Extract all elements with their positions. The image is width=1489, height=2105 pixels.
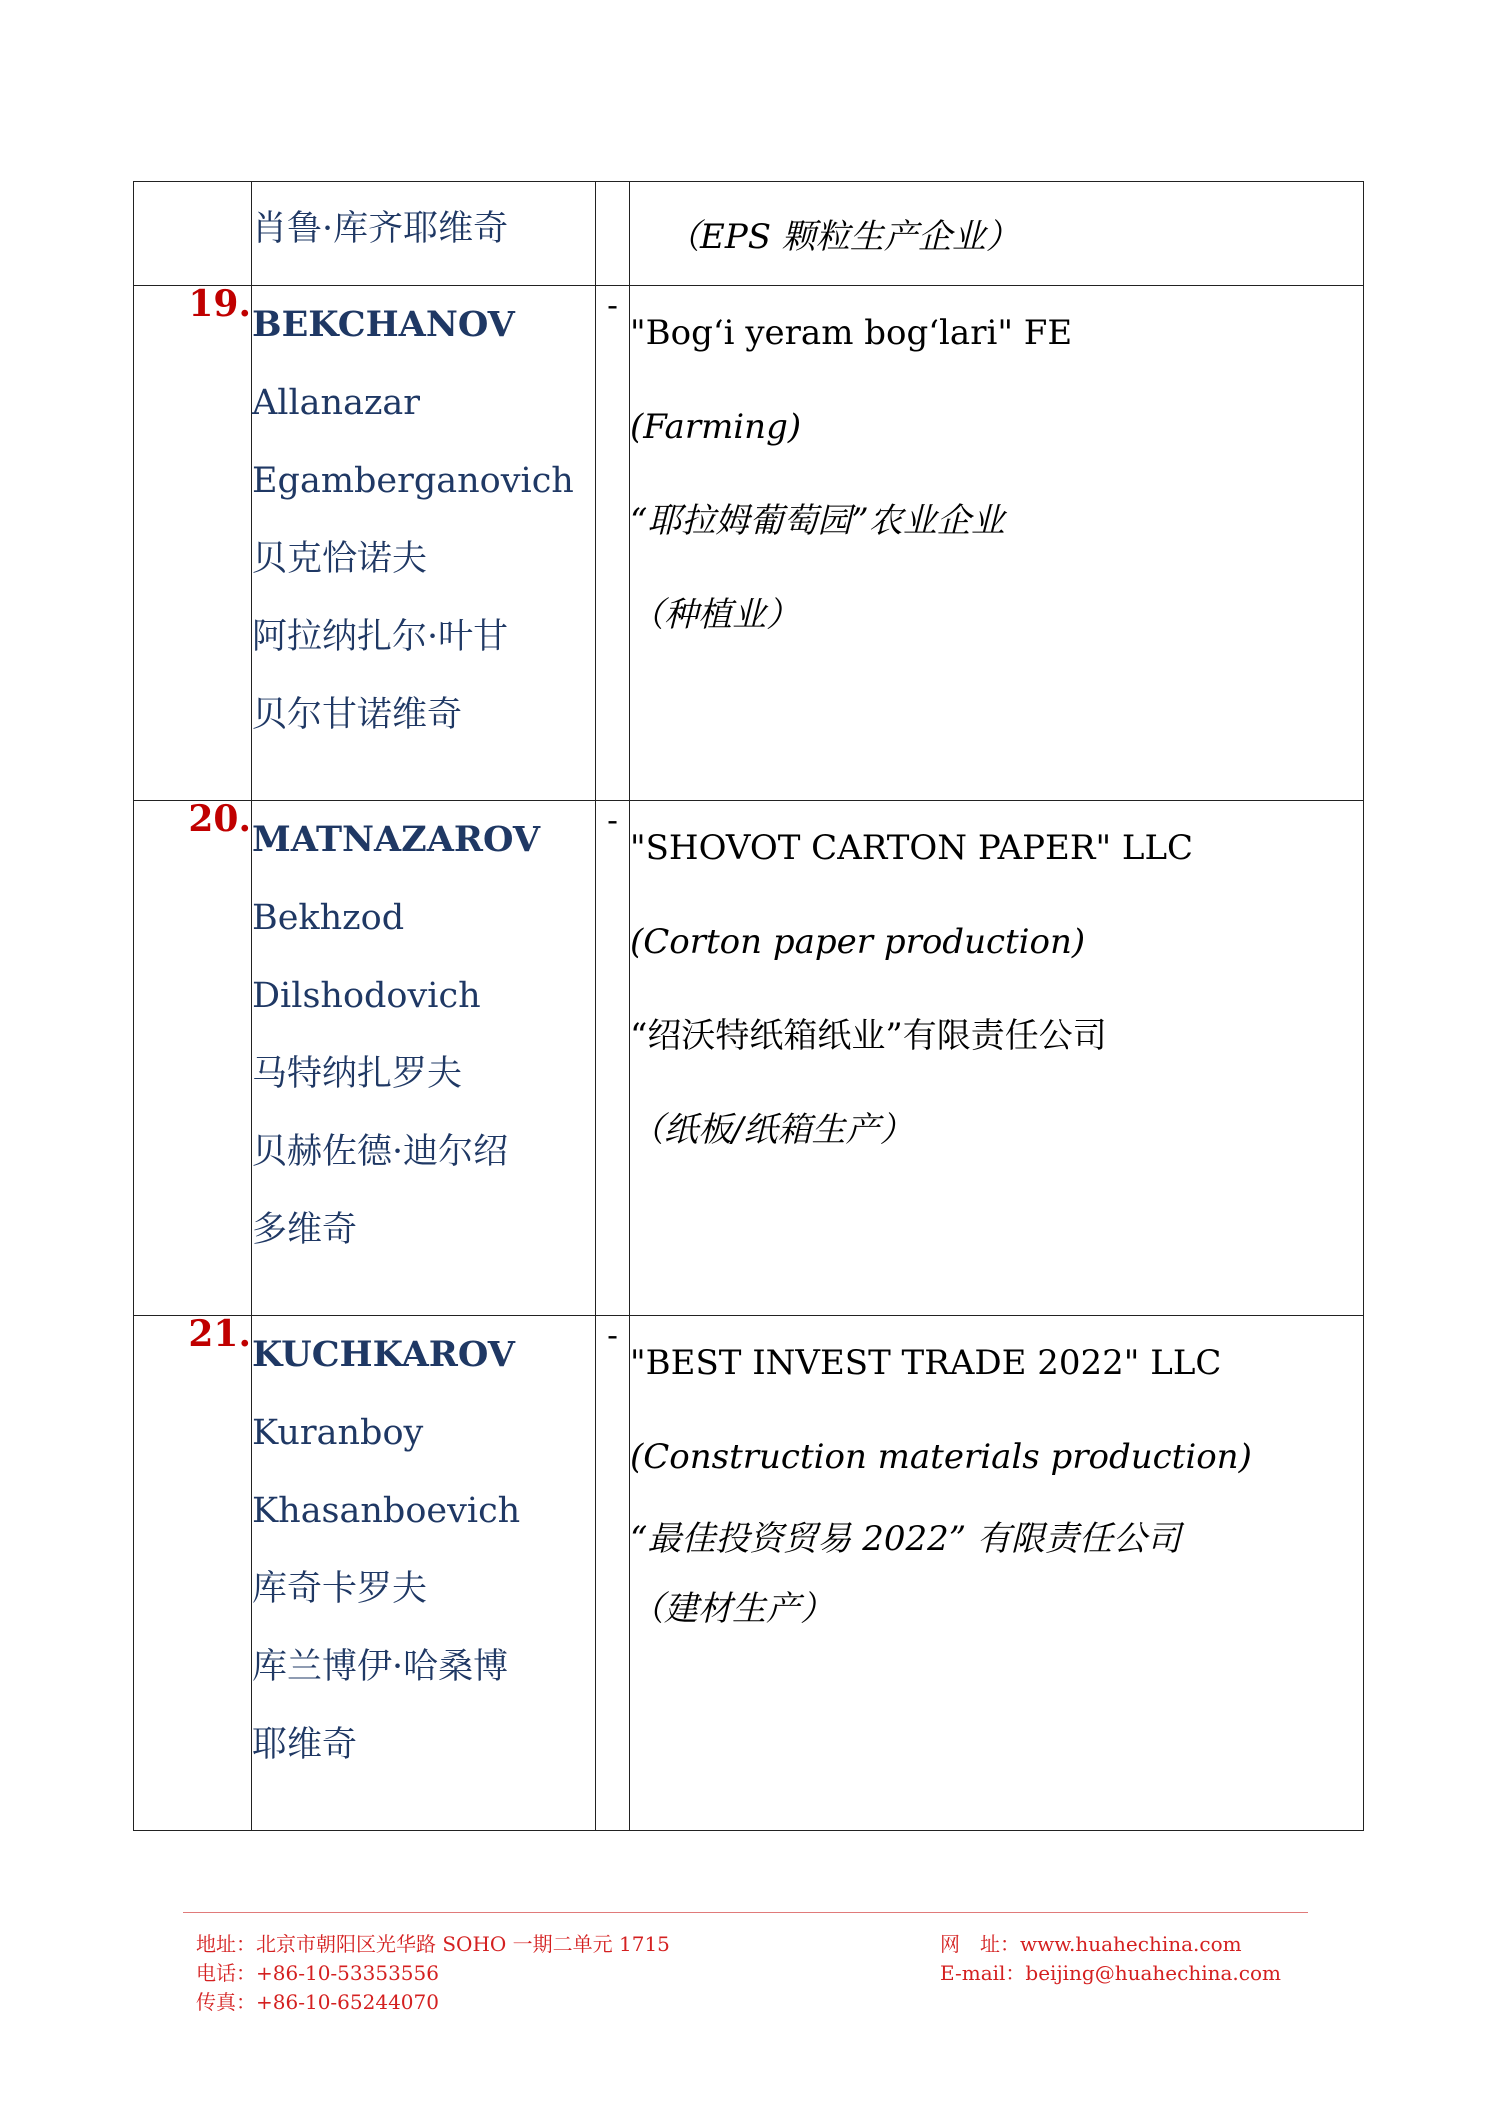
surname: KUCHKAROV xyxy=(252,1334,515,1375)
company-cell xyxy=(630,1316,1364,1831)
name-line: 贝尔甘诺维奇 xyxy=(252,695,463,735)
company-cn-activity: （种植业） xyxy=(630,595,800,635)
surname: BEKCHANOV xyxy=(252,304,515,345)
email-link[interactable]: beijing@huahechina.com xyxy=(1025,1961,1281,1985)
name-cell xyxy=(252,286,596,801)
company-name: "SHOVOT CARTON PAPER" LLC xyxy=(630,828,1194,868)
name-cell xyxy=(252,801,596,1316)
name-line: Kuranboy xyxy=(252,1413,424,1453)
footer-contact-left xyxy=(196,1930,670,2017)
footer-divider xyxy=(183,1912,1308,1913)
company-activity: (Corton paper production) xyxy=(630,922,1086,962)
website-link[interactable]: www.huahechina.com xyxy=(1020,1932,1242,1956)
company-cell xyxy=(630,801,1364,1316)
name-line: 贝赫佐德·迪尔绍 xyxy=(252,1132,509,1172)
entries-table xyxy=(133,181,1364,1831)
dash-cell: - xyxy=(596,286,630,801)
name-cell xyxy=(252,182,596,286)
dash-cell: - xyxy=(596,801,630,1316)
dash-cell: - xyxy=(596,1316,630,1831)
name-line: Dilshodovich xyxy=(252,976,481,1016)
name-line: Egamberganovich xyxy=(252,461,574,501)
name-line: Bekhzod xyxy=(252,898,405,938)
name-line: 多维奇 xyxy=(252,1210,358,1250)
footer-contact-right xyxy=(940,1930,1281,1988)
name-line: 肖鲁·库齐耶维奇 xyxy=(252,209,509,249)
company-cell xyxy=(630,286,1364,801)
footer-address: 地址：北京市朝阳区光华路 SOHO 一期二单元 1715 xyxy=(196,1932,670,1956)
company-cn-name: “最佳投资贸易 2022” 有限责任公司 xyxy=(630,1519,1181,1559)
company-cn-activity: （纸板/纸箱生产） xyxy=(630,1110,914,1150)
footer-fax: 传真：+86-10-65244070 xyxy=(196,1990,439,2014)
number-cell xyxy=(134,182,252,286)
table-row xyxy=(134,801,1364,1316)
entry-number: 21. xyxy=(134,1316,252,1831)
name-line: 阿拉纳扎尔·叶甘 xyxy=(252,617,509,657)
footer-phone: 电话：+86-10-53353556 xyxy=(196,1961,439,1985)
company-cn-name: “耶拉姆葡萄园”农业企业 xyxy=(630,501,1005,541)
table-row xyxy=(134,1316,1364,1831)
name-line: 耶维奇 xyxy=(252,1725,358,1765)
table-row xyxy=(134,182,1364,286)
name-line: 马特纳扎罗夫 xyxy=(252,1054,463,1094)
company-cn-activity: （EPS 颗粒生产企业） xyxy=(666,217,1020,257)
entry-number: 19. xyxy=(134,286,252,801)
name-cell xyxy=(252,1316,596,1831)
company-cell xyxy=(630,182,1364,286)
name-line: 库兰博伊·哈桑博 xyxy=(252,1647,509,1687)
company-name: "BEST INVEST TRADE 2022" LLC xyxy=(630,1343,1222,1383)
dash-cell xyxy=(596,182,630,286)
footer-website: 网 址：www.huahechina.com xyxy=(940,1932,1242,1956)
name-line: 库奇卡罗夫 xyxy=(252,1569,428,1609)
company-cn-name: “绍沃特纸箱纸业”有限责任公司 xyxy=(630,1016,1107,1056)
surname: MATNAZAROV xyxy=(252,819,540,860)
name-line: Allanazar xyxy=(252,383,420,423)
footer-email: E-mail：beijing@huahechina.com xyxy=(940,1961,1281,1985)
company-activity: (Construction materials production) xyxy=(630,1437,1252,1477)
entry-number: 20. xyxy=(134,801,252,1316)
name-line: 贝克恰诺夫 xyxy=(252,539,428,579)
table-row xyxy=(134,286,1364,801)
company-activity: (Farming) xyxy=(630,407,802,447)
company-name: "Bog‘i yeram bog‘lari" FE xyxy=(630,313,1073,353)
name-line: Khasanboevich xyxy=(252,1491,521,1531)
company-cn-activity: （建材生产） xyxy=(630,1589,834,1629)
